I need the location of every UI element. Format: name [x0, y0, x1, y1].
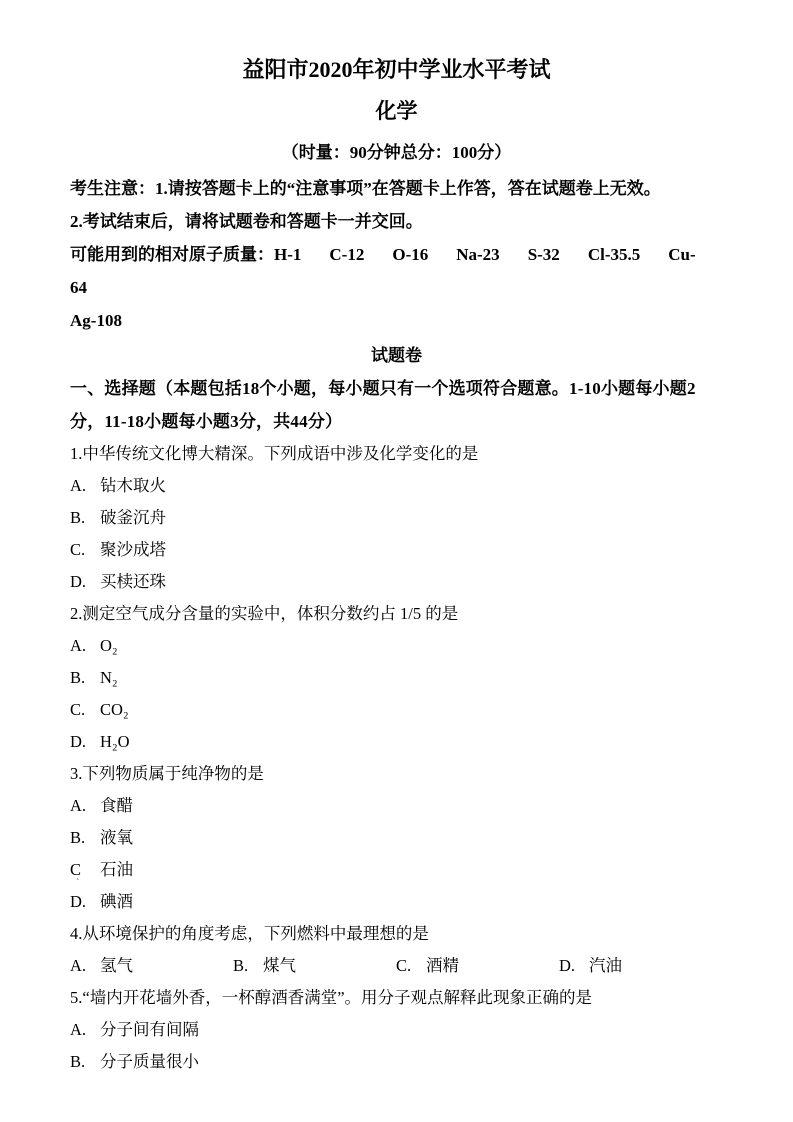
option-text: 煤气	[263, 956, 296, 975]
option-label: D.	[70, 732, 87, 751]
question-1	[70, 438, 723, 598]
option-text: 石油	[100, 860, 133, 879]
option-text: 氢气	[100, 956, 133, 975]
option-text: 食醋	[100, 796, 133, 815]
option-label: D.	[70, 892, 87, 911]
question-5-stem: 5.“墙内开花墙外香，一杯醇酒香满堂”。用分子观点解释此现象正确的是	[70, 988, 593, 1007]
question-4	[70, 918, 723, 982]
option-label: B.	[70, 668, 86, 687]
option-text: H₂O	[100, 732, 130, 751]
exam-subject: 化学	[375, 99, 418, 123]
option-label: A.	[70, 956, 87, 975]
question-2-option-b	[70, 662, 723, 694]
question-1-option-d	[70, 566, 723, 598]
option-label: D.	[70, 572, 87, 591]
option-label: C	[70, 860, 82, 879]
atomic-mass-value: Cu-64	[70, 245, 696, 297]
exam-title: 益阳市2020年初中学业水平考试	[242, 57, 551, 82]
question-4-option-d	[559, 950, 722, 982]
notice-line-1: 考生注意：1.请按答题卡上的“注意事项”在答题卡上作答，答在试题卷上无效。	[70, 179, 661, 198]
question-4-options-row	[70, 950, 723, 982]
notice-line-2: 2.考试结束后，请将试题卷和答题卡一并交回。	[70, 212, 423, 231]
option-text: 分子间有间隔	[100, 1020, 199, 1039]
question-1-option-b	[70, 502, 723, 534]
option-label: A.	[70, 1020, 87, 1039]
question-2	[70, 598, 723, 758]
atomic-mass-value: Cl-35.5	[587, 245, 641, 264]
option-label: B.	[70, 508, 86, 527]
option-text: 汽油	[589, 956, 622, 975]
option-label: D.	[559, 956, 576, 975]
question-3-stem: 3.下列物质属于纯净物的是	[70, 764, 264, 783]
option-text: 碘酒	[100, 892, 133, 911]
option-text: 买椟还珠	[100, 572, 166, 591]
atomic-mass-continuation: Ag-108	[70, 311, 122, 330]
question-2-option-c	[70, 694, 723, 726]
question-5-option-a	[70, 1014, 723, 1046]
question-3-option-d	[70, 886, 723, 918]
option-label: A.	[70, 636, 87, 655]
option-label: C.	[70, 700, 86, 719]
question-4-option-c	[396, 950, 559, 982]
question-5	[70, 982, 723, 1078]
option-text: 钻木取火	[100, 476, 166, 495]
atomic-mass-value: H-1	[274, 245, 302, 264]
question-1-option-c	[70, 534, 723, 566]
option-text: O₂	[100, 636, 118, 655]
question-3-option-b	[70, 822, 723, 854]
question-2-option-a	[70, 630, 723, 662]
question-5-option-b	[70, 1046, 723, 1078]
option-label: A.	[70, 796, 87, 815]
option-text: 聚沙成塔	[100, 540, 166, 559]
option-label: B.	[70, 1052, 86, 1071]
option-text: 液氧	[100, 828, 133, 847]
question-3	[70, 758, 723, 918]
option-text: CO₂	[100, 700, 129, 719]
question-1-option-a	[70, 470, 723, 502]
option-label: A.	[70, 476, 87, 495]
question-2-option-d	[70, 726, 723, 758]
atomic-mass-value: O-16	[392, 245, 429, 264]
option-text: 分子质量很小	[100, 1052, 199, 1071]
atomic-mass-value: S-32	[527, 245, 560, 264]
option-label: B.	[70, 828, 86, 847]
exam-duration-score: （时量：90分钟总分：100分）	[281, 143, 512, 162]
atomic-mass-label: 可能用到的相对原子质量：	[70, 245, 274, 264]
option-label: C.	[70, 540, 86, 559]
question-2-stem: 2.测定空气成分含量的实验中，体积分数约占 1/5 的是	[70, 604, 459, 623]
question-3-option-a	[70, 790, 723, 822]
section-title: 试题卷	[371, 346, 422, 365]
part-one-heading: 一、选择题（本题包括18个小题，每小题只有一个选项符合题意。1-10小题每小题2分，11-18小题每小题3分，共44分）	[70, 379, 696, 431]
stray-mark: `	[76, 878, 80, 889]
option-label: C.	[396, 956, 412, 975]
option-text: 破釜沉舟	[100, 508, 166, 527]
atomic-mass-line	[70, 238, 723, 304]
option-text: 酒精	[426, 956, 459, 975]
question-3-option-c	[70, 854, 723, 886]
question-1-stem: 1.中华传统文化博大精深。下列成语中涉及化学变化的是	[70, 444, 479, 463]
question-4-option-b	[233, 950, 396, 982]
question-4-option-a	[70, 950, 233, 982]
option-label: B.	[233, 956, 249, 975]
atomic-mass-value: Na-23	[456, 245, 500, 264]
option-text: N₂	[100, 668, 118, 687]
atomic-mass-value: C-12	[329, 245, 365, 264]
question-4-stem: 4.从环境保护的角度考虑，下列燃料中最理想的是	[70, 924, 429, 943]
